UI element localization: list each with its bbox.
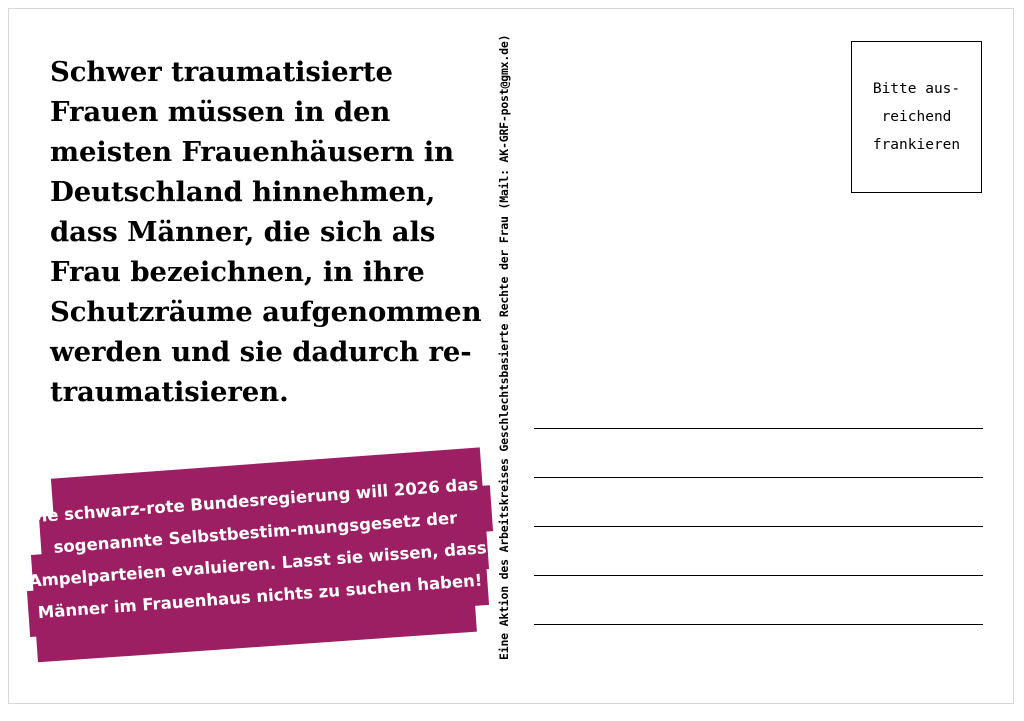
address-line[interactable]: [534, 478, 983, 527]
address-lines: [534, 380, 983, 625]
stamp-line-2: reichend: [881, 109, 952, 125]
stamp-line-1: Bitte aus-: [872, 81, 961, 97]
headline-text: Schwer traumatisierte Frauen müssen in den meisten Frauenhäusern in Deutschland hinnehmen, dass Männer, die sich als Frau bezeichnen, in ihre Schutzräume aufgenommen werden und sie dadurch re-traumatisieren.: [50, 56, 482, 408]
highlight-block: [22, 455, 492, 655]
address-line[interactable]: [534, 380, 983, 429]
highlight-text: Die schwarz-rote Bundesregierung will 2026 das sogenannte Selbstbestim-mungsgesetz der Ampelparteien evaluieren. Lasst sie wissen, dass Männer im Frauenhaus nichts zu suchen haben!: [27, 474, 488, 623]
address-line[interactable]: [534, 429, 983, 478]
address-line[interactable]: [534, 527, 983, 576]
stamp-box: [851, 41, 982, 193]
stamp-line-3: frankieren: [872, 137, 961, 153]
vertical-credit-text: Eine Aktion des Arbeitskreises Geschlechtsbasierte Rechte der Frau (Mail: AK-GRF-post@gmx.de): [497, 34, 511, 660]
address-line[interactable]: [534, 576, 983, 625]
